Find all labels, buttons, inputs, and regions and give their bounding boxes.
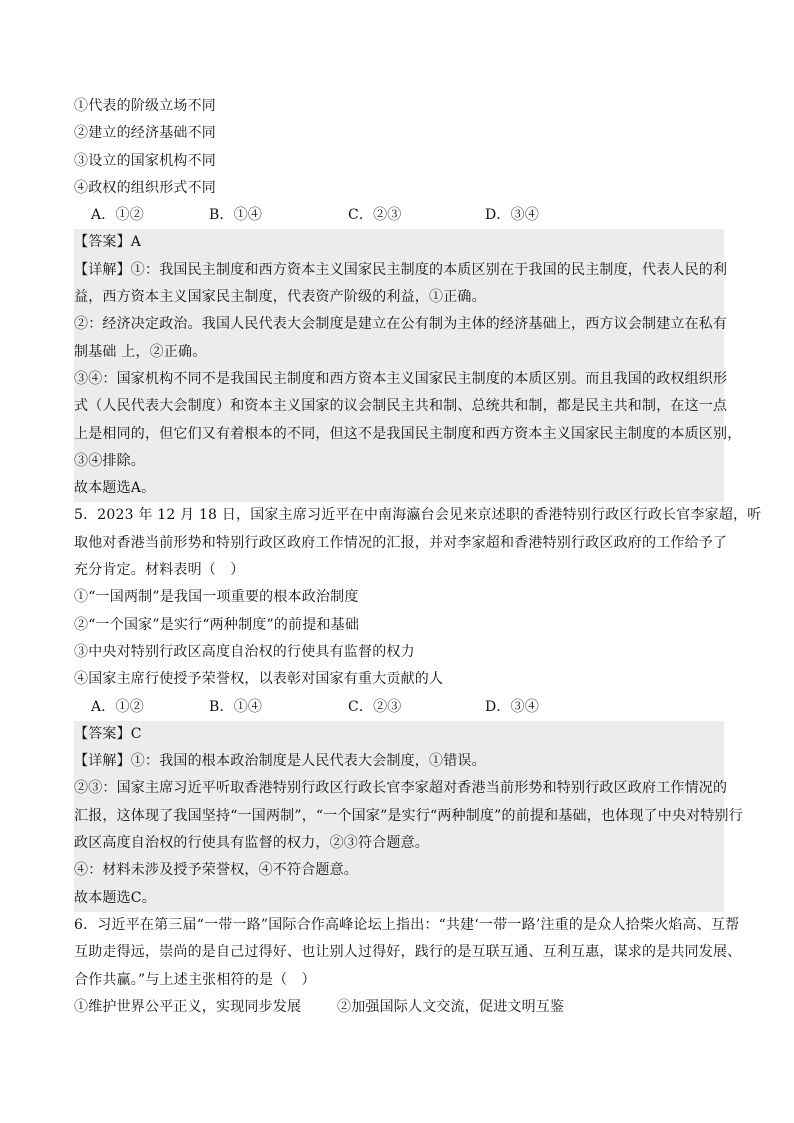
document-page (74, 93, 762, 1021)
detail-line: ②③：国家主席习近平听取香港特别行政区行政长官李家超对香港当前形势和特别行政区政府工作情况的 (74, 780, 728, 797)
q4-options (74, 202, 724, 229)
conclusion: 故本题选A。 (74, 480, 156, 497)
detail-line: 政区高度自治权的行使具有监督的权力，②③符合题意。 (74, 835, 429, 852)
q4-item: ①代表的阶级立场不同 (74, 98, 216, 114)
q6-stem-line: 合作共赢。”与上述主张相符的是（ ） (74, 971, 316, 988)
answer-label: 【答案】A (74, 234, 142, 251)
detail-line: ③④：国家机构不同不是我国民主制度和西方资本主义国家民主制度的本质区别。而且我国的政权组织形 (74, 370, 728, 387)
conclusion: 故本题选C。 (74, 889, 156, 906)
q6-item: ②加强国际人文交流，促进文明互鉴 (337, 998, 565, 1015)
detail-line: 式（人民代表大会制度）和资本主义国家的议会制民主共和制、总统共和制，都是民主共和制，在这一点 (74, 398, 728, 415)
q4-answer-block (74, 229, 742, 502)
q6-items-row (74, 994, 724, 1021)
q5-item: ②“一个国家”是实行“两种制度”的前提和基础 (74, 616, 360, 633)
q4-item: ③设立的国家机构不同 (74, 152, 216, 169)
q6-stem-line: 6．习近平在第三届“一带一路”国际合作高峰论坛上指出：“共建‘一带一路’注重的是众人拾柴火焰高、互帮 (74, 916, 740, 933)
q5-item: ④国家主席行使授予荣誉权，以表彰对国家有重大贡献的人 (74, 671, 444, 688)
option-d: D．③④ (485, 698, 540, 715)
detail-line: 【详解】①：我国的根本政治制度是人民代表大会制度，①错误。 (74, 753, 486, 770)
q6-stem-line: 互助走得远，崇尚的是自己过得好、也让别人过得好，践行的是互联互通、互利互惠，谋求的是共同发展、 (74, 944, 742, 961)
option-b: B．①④ (209, 207, 263, 224)
detail-line: 上是相同的，但它们又有着根本的不同，但这不是我国民主制度和西方资本主义国家民主制度的本质区别， (74, 425, 742, 442)
detail-line: 汇报，这体现了我国坚持“一国两制”，“一个国家”是实行“两种制度”的前提和基础，也体现了中央对特别行 (74, 807, 743, 824)
detail-line: ③④排除。 (74, 452, 145, 469)
q5-stem-line: 取他对香港当前形势和特别行政区政府工作情况的汇报，并对李家超和香港特别行政区政府的工作给予了 (74, 534, 728, 551)
option-a: A．①② (91, 207, 144, 224)
q4-item: ②建立的经济基础不同 (74, 125, 216, 142)
q5-options (74, 694, 724, 721)
option-b: B．①④ (209, 698, 263, 715)
q5-item: ①“一国两制”是我国一项重要的根本政治制度 (74, 589, 359, 606)
q5-item: ③中央对特别行政区高度自治权的行使具有监督的权力 (74, 643, 415, 660)
q6-item: ①维护世界公平正义，实现同步发展 (74, 998, 302, 1015)
option-d: D．③④ (485, 207, 540, 224)
detail-line: ④：材料未涉及授予荣誉权，④不符合题意。 (74, 862, 358, 879)
option-c: C．②③ (348, 698, 402, 715)
option-c: C．②③ (348, 207, 402, 224)
detail-line: 【详解】①：我国民主制度和西方资本主义国家民主制度的本质区别在于我国的民主制度，代表人民的利 (74, 261, 728, 278)
detail-line: 制基础 上，②正确。 (74, 343, 207, 360)
q5-stem-line: 充分肯定。材料表明（ ） (74, 562, 245, 579)
q5-answer-block (74, 721, 743, 912)
detail-line: 益，西方资本主义国家民主制度，代表资产阶级的利益，①正确。 (74, 289, 486, 306)
option-a: A．①② (91, 698, 144, 715)
q5-stem-line: 5．2023 年 12 月 18 日，国家主席习近平在中南海瀛台会见来京述职的香港特别行政区行政长官李家超，听 (74, 507, 762, 524)
answer-label: 【答案】C (74, 725, 142, 742)
detail-line: ②：经济决定政治。我国人民代表大会制度是建立在公有制为主体的经济基础上，西方议会制建立在私有 (74, 316, 728, 333)
q4-item: ④政权的组织形式不同 (74, 179, 216, 196)
